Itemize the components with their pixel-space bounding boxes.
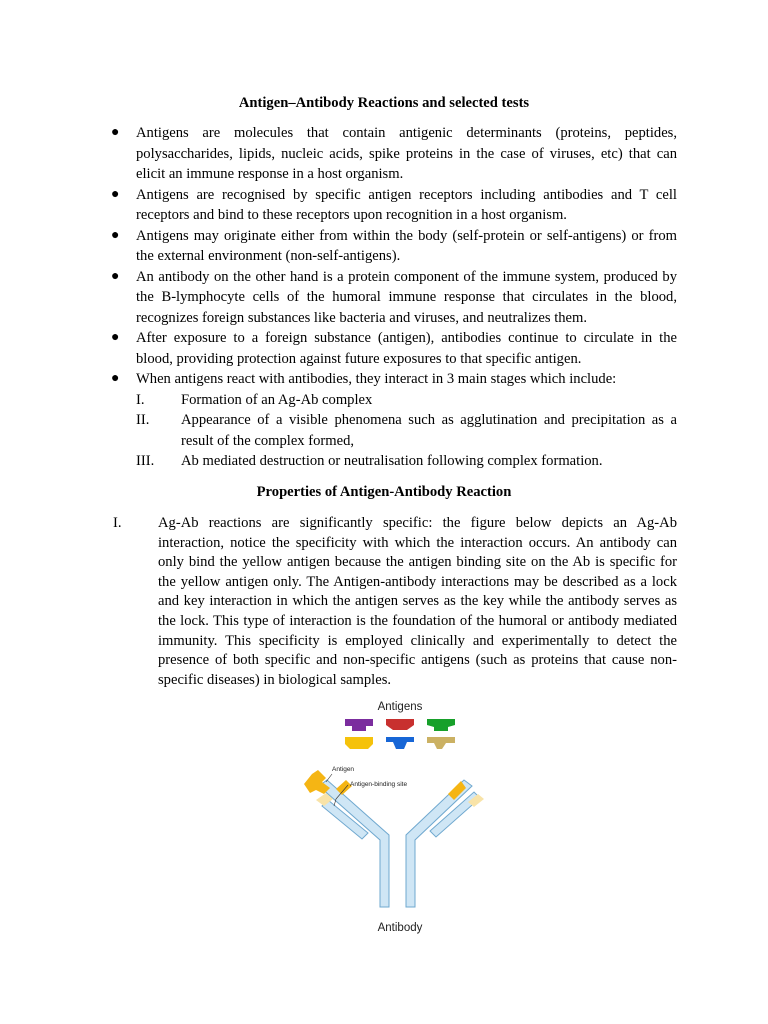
- antibody-icon: [316, 780, 484, 907]
- property-item: [0, 514, 768, 690]
- bullet-icon: ●: [111, 330, 120, 345]
- stage-item: [0, 410, 768, 451]
- list-item: [0, 123, 768, 185]
- stage-item: [0, 390, 768, 411]
- bullet-text: Antigens may originate either from within the body (self-protein or self-antigens) or from the external environment (non-self-antigens).: [136, 227, 677, 264]
- list-item: [0, 226, 768, 267]
- stage-text: Appearance of a visible phenomena such as agglutination and precipitation as a result of the complex formed,: [181, 412, 677, 449]
- list-item: [0, 369, 768, 472]
- antigen-green-icon: [427, 719, 455, 731]
- antibody-label: Antibody: [377, 922, 423, 934]
- antigen-tan-icon: [427, 737, 455, 749]
- antigen-blue-icon: [386, 737, 414, 749]
- bullet-icon: ●: [111, 371, 120, 386]
- antigens-label: Antigens: [377, 701, 423, 713]
- antigen-purple-icon: [345, 719, 373, 731]
- property-text: Ag-Ab reactions are significantly specific: the figure below depicts an Ag-Ab interaction, notice the specificity with which the interaction occurs. An antibody can only bind the yellow antigen because the antigen binding site on the Ab is specific for the yellow antigen only. The Antigen-antibody interactions may be described as a lock and key interaction in which the antigen serves as the key while the antibody serves as the lock. This type of interaction is the foundation of the humoral or antibody mediated immunity. This specificity is employed clinically and experimentally to detect the presence of both specific and non-specific antigens (such as proteins that cause non-specific diseases) in biological samples.: [158, 515, 677, 688]
- section-heading: Properties of Antigen-Antibody Reaction: [256, 484, 512, 500]
- bullet-text: An antibody on the other hand is a protein component of the immune system, produced by the B-lymphocyte cells of the humoral immune response that circulates in the blood, recognizes foreign substances like bacteria and viruses, and neutralizes them.: [136, 268, 677, 326]
- bullet-icon: ●: [111, 186, 120, 202]
- antigen-red-icon: [386, 719, 414, 730]
- bullet-text: Antigens are molecules that contain antigenic determinants (proteins, peptides, polysaccharides, lipids, nucleic acids, spike proteins in the case of viruses, etc) that can elicit an immune response in a host organism.: [136, 125, 677, 182]
- bullet-text: Antigens are recognised by specific antigen receptors including antibodies and T cell receptors and bind to these receptors upon recognition in a host organism.: [136, 186, 677, 223]
- stage-text: Formation of an Ag-Ab complex: [181, 391, 373, 408]
- list-item: [0, 185, 768, 226]
- bullet-list: [0, 123, 768, 472]
- bullet-icon: ●: [111, 125, 120, 140]
- stage-list: [0, 390, 768, 472]
- bullet-icon: ●: [111, 227, 120, 243]
- list-item: [0, 267, 768, 329]
- bullet-icon: ●: [111, 268, 120, 284]
- stage-text: Ab mediated destruction or neutralisation following complex formation.: [181, 453, 603, 469]
- antigen-antibody-figure: [296, 694, 496, 939]
- stage-number: II.: [136, 412, 150, 428]
- antigen-callout-line: [326, 774, 332, 782]
- stage-item: [0, 451, 768, 472]
- list-item: [0, 328, 768, 369]
- antigen-yellow-icon: [345, 737, 373, 749]
- stage-number: III.: [136, 453, 155, 469]
- property-number: I.: [113, 515, 122, 531]
- stage-number: I.: [136, 391, 145, 408]
- antigen-callout-label: Antigen: [332, 766, 355, 773]
- binding-site-callout-label: Antigen-binding site: [350, 781, 408, 788]
- bullet-text: After exposure to a foreign substance (antigen), antibodies continue to circulate in the blood, providing protection against future exposures to that specific antigen.: [136, 330, 677, 367]
- page-title: Antigen–Antibody Reactions and selected tests: [238, 95, 530, 111]
- antibody-heavy-chain-right: [406, 780, 472, 907]
- bullet-text: When antigens react with antibodies, they interact in 3 main stages which include:: [136, 371, 617, 387]
